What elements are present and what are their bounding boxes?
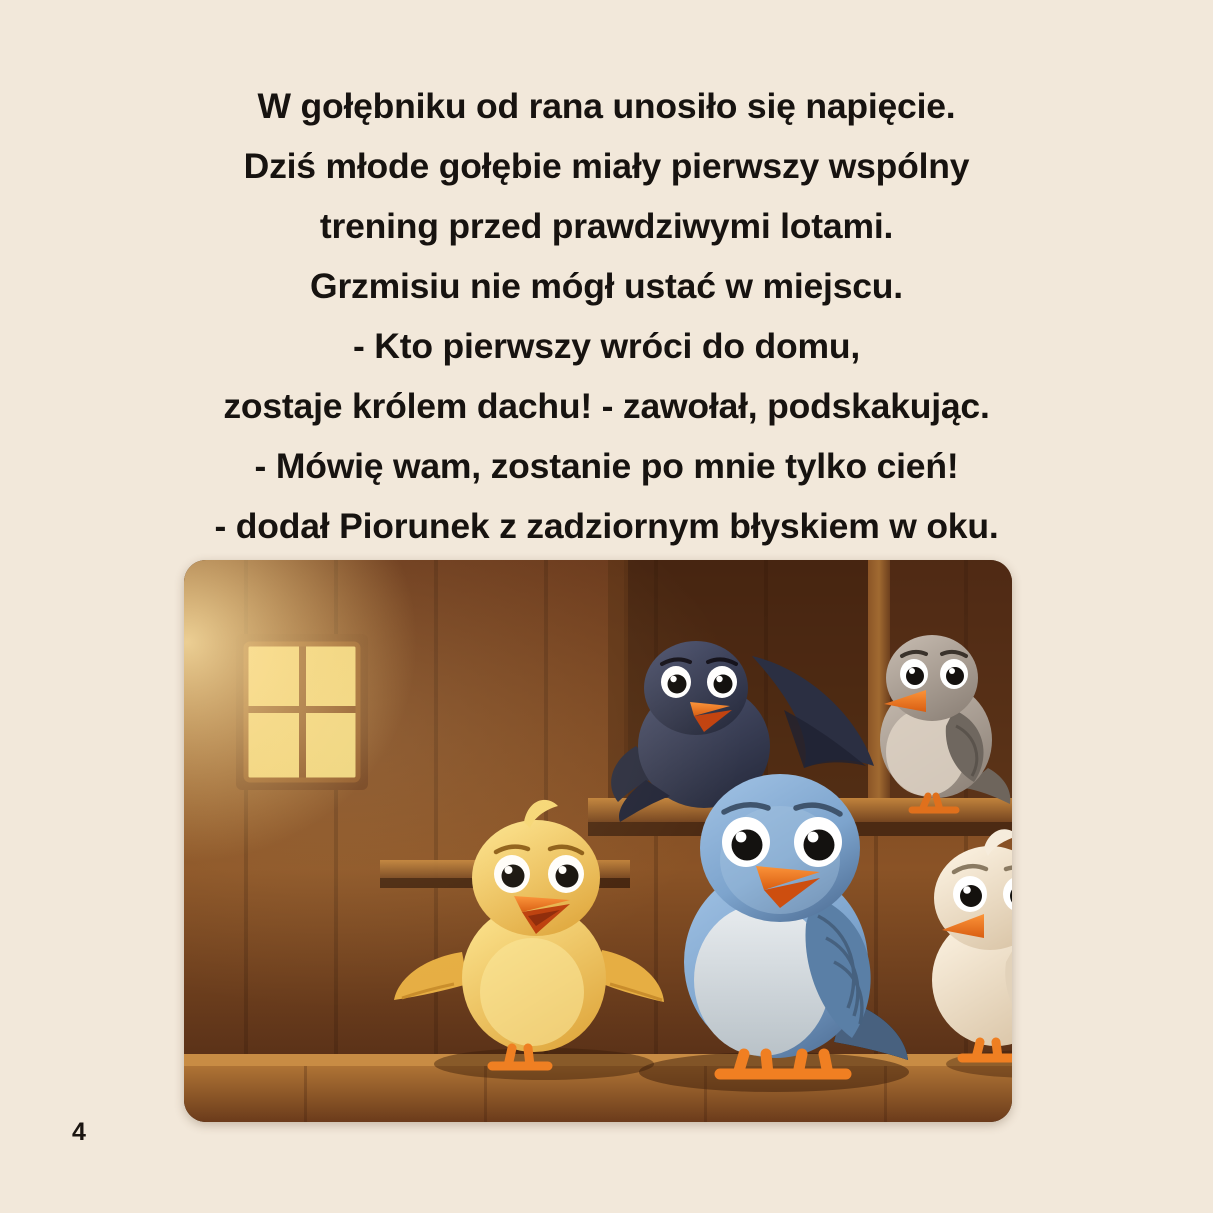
story-text-block [60,76,1153,556]
story-line: Grzmisiu nie mógł ustać w miejscu. [310,266,903,306]
story-line: - Kto pierwszy wróci do domu, [352,326,860,366]
overall-warm-light [184,560,1012,1122]
story-line: - dodał Piorunek z zadziornym błyskiem w oku. [214,506,999,546]
story-line: - Mówię wam, zostanie po mnie tylko cień! [254,446,959,486]
illustration-artwork [184,560,1012,1122]
story-line: trening przed prawdziwymi lotami. [319,206,894,246]
pigeon-loft-illustration [184,560,1012,1122]
story-line: Dziś młode gołębie miały pierwszy wspólny [243,146,970,186]
story-line: zostaje królem dachu! - zawołał, podskakując. [223,386,990,426]
page-number: 4 [72,1118,86,1146]
story-line: W gołębniku od rana unosiło się napięcie. [257,86,956,126]
